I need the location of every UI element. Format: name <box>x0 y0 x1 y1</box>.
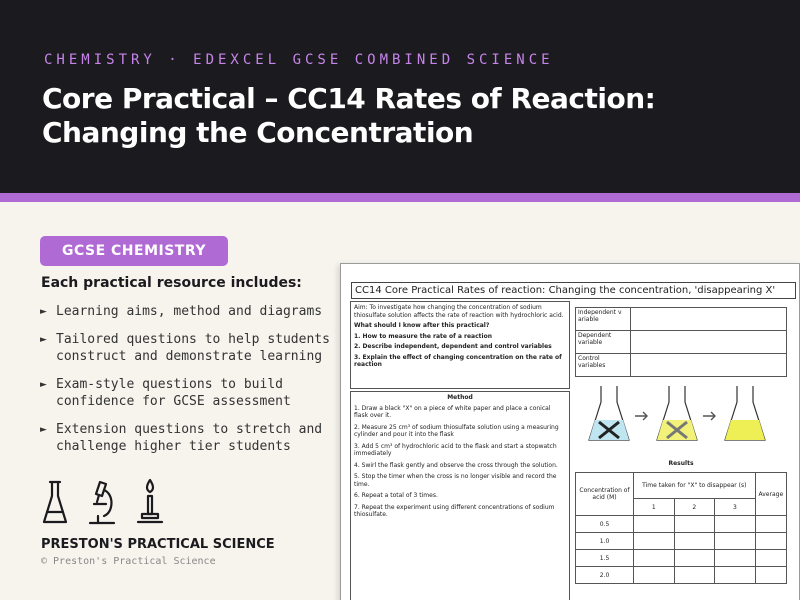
list-item: ► Extension questions to stretch and challenge higher tier students <box>40 422 323 454</box>
list-item: ► Learning aims, method and diagrams <box>40 304 323 319</box>
trial-header: 2 <box>674 499 715 516</box>
know-item: 3. Explain the effect of changing concentration on the rate of reaction <box>354 353 562 368</box>
page-title: Core Practical – CC14 Rates of Reaction: Changing the Concentration <box>42 82 656 149</box>
microscope-icon <box>90 482 114 523</box>
includes-heading: Each practical resource includes: <box>41 275 302 291</box>
table-row <box>576 331 787 354</box>
know-item: 1. How to measure the rate of a reaction <box>354 332 492 340</box>
know-heading: What should I know after this practical? <box>354 322 490 329</box>
method-box <box>350 391 570 600</box>
clear-flask-icon <box>589 386 629 440</box>
concentration-value: 1.5 <box>576 550 634 567</box>
bunsen-burner-icon <box>138 480 162 522</box>
arrow-icon <box>703 412 715 420</box>
copyright-notice: © Preston's Practical Science <box>41 556 216 567</box>
bullet-arrow-icon: ► <box>40 335 47 345</box>
table-row <box>576 567 787 584</box>
gcse-chemistry-badge: GCSE CHEMISTRY <box>40 236 228 266</box>
method-step: 5. Stop the timer when the cross is no longer visible and record the time. <box>354 473 557 488</box>
worksheet-preview <box>340 263 800 600</box>
arrow-icon <box>635 412 647 420</box>
trial-header: 1 <box>634 499 675 516</box>
results-table <box>575 472 787 584</box>
aim-box <box>350 301 570 389</box>
bullet-arrow-icon: ► <box>40 380 47 390</box>
table-row <box>576 473 787 499</box>
opaque-flask-icon <box>725 386 765 440</box>
method-step: 4. Swirl the flask gently and observe the cross through the solution. <box>354 461 558 469</box>
variables-table <box>575 307 787 377</box>
bullet-arrow-icon: ► <box>40 425 47 435</box>
method-step: 1. Draw a black "X" on a piece of white paper and place a conical flask over it. <box>354 404 551 419</box>
average-header: Average <box>755 473 786 516</box>
variable-label: Independent v ariable <box>576 308 631 331</box>
table-row <box>576 354 787 377</box>
answer-cell <box>631 331 787 354</box>
answer-cell <box>631 308 787 331</box>
table-row <box>576 516 787 533</box>
accent-stripe <box>0 193 800 202</box>
variable-label: Control variables <box>576 354 631 377</box>
brand-name: PRESTON'S PRACTICAL SCIENCE <box>41 537 275 552</box>
results-label: Results <box>668 460 694 467</box>
list-item: ► Tailored questions to help students construct and demonstrate learning <box>40 332 330 364</box>
concentration-value: 2.0 <box>576 567 634 584</box>
concentration-header: Concentration of acid (M) <box>576 473 634 516</box>
science-icons <box>42 478 172 528</box>
concentration-value: 0.5 <box>576 516 634 533</box>
know-item: 2. Describe independent, dependent and control variables <box>354 343 552 350</box>
subject-kicker: CHEMISTRY · EDEXCEL GCSE COMBINED SCIENCE <box>44 52 554 68</box>
worksheet-title: CC14 Core Practical Rates of reaction: Changing the concentration, 'disappearing X' <box>351 282 796 299</box>
trial-header: 3 <box>715 499 756 516</box>
cloudy-flask-icon <box>657 386 697 440</box>
time-header: Time taken for "X" to disappear (s) <box>634 473 756 499</box>
feature-list <box>40 303 340 466</box>
flask-diagram <box>587 382 777 446</box>
list-item: ► Exam-style questions to build confidence for GCSE assessment <box>40 377 291 409</box>
method-heading: Method <box>447 394 473 401</box>
header-banner <box>0 0 800 193</box>
method-step: 7. Repeat the experiment using different concentrations of sodium thiosulfate. <box>354 503 555 518</box>
table-row <box>576 533 787 550</box>
bullet-arrow-icon: ► <box>40 307 47 317</box>
method-step: 6. Repeat a total of 3 times. <box>354 492 438 499</box>
answer-cell <box>631 354 787 377</box>
concentration-value: 1.0 <box>576 533 634 550</box>
method-step: 3. Add 5 cm³ of hydrochloric acid to the flask and start a stopwatch immediately <box>354 442 557 457</box>
method-step: 2. Measure 25 cm³ of sodium thiosulfate solution using a measuring cylinder and pour it into the flask <box>354 423 559 438</box>
variable-label: Dependent variable <box>576 331 631 354</box>
table-row <box>576 550 787 567</box>
table-row <box>576 308 787 331</box>
conical-flask-icon <box>44 482 66 522</box>
aim-text: Aim: To investigate how changing the concentration of sodium thiosulfate solution affects the rate of reaction with hydrochloric acid. <box>354 304 564 319</box>
